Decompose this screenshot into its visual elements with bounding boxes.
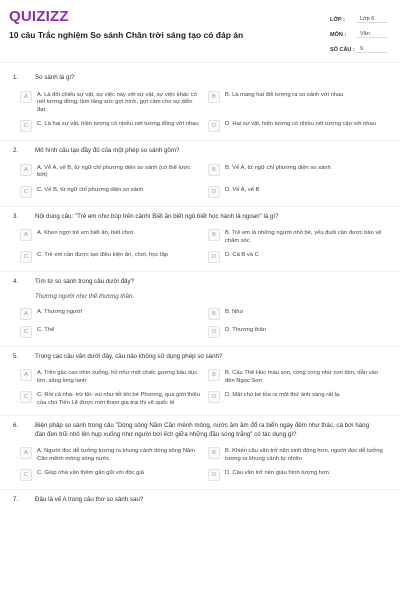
option-text: D. Cả B và C [225, 252, 259, 258]
answer-option[interactable] [20, 251, 200, 263]
option-letter-badge: D [208, 391, 220, 403]
meta-subject-label: MÔN : [330, 31, 347, 38]
question-block [0, 353, 400, 417]
option-text: C. Giúp nhà văn thêm gần gũi với độc giả [37, 470, 144, 476]
option-text: A. Là đối chiếu sự vật, sự việc này với sự vật, sự việc khác có nét tương đồng, làm tăng sức gợi hình, gợi cảm cho sự diễn đạt [37, 91, 197, 113]
question-block [0, 496, 400, 505]
question-header [0, 422, 400, 439]
question-number: 4. [13, 278, 19, 285]
page-header [0, 0, 400, 63]
answer-option[interactable] [20, 326, 200, 338]
question-header [0, 74, 400, 83]
option-text: C. Rồi cả nhà- trừ tôi- vui như tết khi bé Phương, qua giới thiệu của chú Tiến Lê được mời tham gia trại thi vẽ quốc tế [37, 392, 200, 406]
question-number: 7. [13, 496, 19, 503]
question-divider [0, 346, 400, 347]
meta-subject [330, 27, 388, 42]
page-title: 10 câu Trắc nghiệm So sánh Chân trời sáng tạo có đáp án [9, 30, 244, 40]
option-letter-badge: A [20, 447, 32, 459]
question-text: Đâu là vế A trong câu thơ so sánh sau? [35, 496, 144, 503]
answer-option[interactable] [20, 369, 200, 385]
question-divider [0, 271, 400, 272]
question-block [0, 213, 400, 273]
quizizz-logo: QUIZIZZ [9, 8, 69, 25]
option-letter-badge: A [20, 369, 32, 381]
option-letter-badge: B [208, 229, 220, 241]
answer-option[interactable] [208, 120, 388, 132]
meta-count-value: 9 [356, 46, 388, 53]
meta-count [330, 42, 388, 57]
question-text: Nội dung câu: "Trẻ em như búp trên cành/ Biết ăn biết ngủ biết học hành là ngoan" là gì? [35, 212, 279, 220]
option-letter-badge: C [20, 391, 32, 403]
answer-option[interactable] [20, 120, 200, 132]
question-number: 1. [13, 74, 19, 81]
question-text: So sánh là gì? [35, 74, 75, 81]
option-letter-badge: C [20, 326, 32, 338]
answer-option[interactable] [208, 391, 388, 407]
option-text: D. Hai sự vật, hiện tượng có nhiều nét tương cận với nhau [225, 121, 376, 127]
question-text: Tìm từ so sánh trong câu dưới đây? [35, 278, 135, 285]
answer-option[interactable] [208, 186, 388, 198]
question-divider [0, 206, 400, 207]
question-divider [0, 415, 400, 416]
option-text: B. Trẻ em là những người nhỏ bé, yếu đuối cần được bảo vệ chăm sóc [225, 230, 382, 244]
option-text: B. Vế A, từ ngữ chỉ phương diện so sánh [225, 164, 331, 171]
answer-option[interactable] [20, 308, 200, 320]
answer-option[interactable] [208, 326, 388, 338]
option-letter-badge: B [208, 91, 220, 103]
question-number: 3. [13, 212, 19, 220]
option-text: B. Là mang hai đối tượng ra so sánh với nhau [225, 91, 344, 98]
option-text: A. Người đọc dễ tưởng tượng ra khung cảnh dòng sông Năm Căn mênh mông sóng nước [37, 448, 196, 462]
option-letter-badge: B [208, 369, 220, 381]
question-divider [0, 489, 400, 490]
option-letter-badge: D [208, 251, 220, 263]
option-text: A. Trên gác cao nhìn xuống, hồ như một chiếc gương bầu dục lớn, sáng long lanh [37, 370, 198, 384]
option-text: A. Vế A, vế B, từ ngữ chỉ phương diện so sánh (có thể lược bớt) [37, 164, 191, 178]
question-block [0, 147, 400, 207]
option-letter-badge: B [208, 308, 220, 320]
option-letter-badge: C [20, 251, 32, 263]
answer-option[interactable] [208, 251, 388, 263]
answer-option[interactable] [208, 164, 388, 180]
meta-grade-label: LỚP : [330, 16, 345, 23]
meta-count-label: SỐ CÂU : [330, 46, 355, 53]
question-number: 6. [13, 422, 19, 429]
option-letter-badge: D [208, 469, 220, 481]
answer-option[interactable] [20, 391, 200, 407]
option-text: C. Trẻ em cần được tạo điều kiện ăn, chơi, học tập [37, 252, 169, 258]
option-text: C. Thể [37, 326, 55, 333]
answer-options [0, 164, 400, 198]
option-letter-badge: A [20, 308, 32, 320]
question-header [0, 213, 400, 222]
meta-grade-value: Lớp 6 [356, 16, 388, 23]
answer-option[interactable] [208, 447, 388, 463]
question-block [0, 74, 400, 141]
option-text: A. Thương người [37, 308, 82, 315]
answer-option[interactable] [20, 447, 200, 463]
option-text: D. Câu văn trở nên giàu hình tượng hơn. [225, 470, 331, 476]
question-quote: Thương người như thể thương thân. [35, 292, 135, 300]
option-letter-badge: A [20, 91, 32, 103]
answer-options [0, 308, 400, 338]
answer-option[interactable] [208, 469, 388, 481]
question-header [0, 353, 400, 362]
question-divider [0, 140, 400, 141]
answer-option[interactable] [208, 308, 388, 320]
option-letter-badge: B [208, 164, 220, 176]
option-letter-badge: B [208, 447, 220, 459]
quiz-meta [330, 12, 388, 57]
answer-option[interactable] [20, 91, 200, 115]
option-letter-badge: A [20, 229, 32, 241]
option-text: C. Vế B, từ ngữ chỉ phương diện so sánh [37, 186, 144, 193]
option-text: D. Mặt chú bé tỏa ra một thứ ánh sáng rất lạ. [225, 392, 341, 398]
question-block [0, 278, 400, 347]
option-letter-badge: A [20, 164, 32, 176]
question-text: Mô hình cấu tạo đầy đủ của một phép so sánh gồm? [35, 147, 180, 154]
option-letter-badge: C [20, 186, 32, 198]
option-letter-badge: D [208, 326, 220, 338]
question-text: Biện pháp so sánh trong câu "Dòng sông Năm Căn mênh mông, nước ầm ầm đổ ra biển ngày đêm như thác, cá bơi hàng đàn đen trũi nhô lên hụp xuống như người bơi ếch giữa những đầu sóng trắng" có tác dụng gì? [35, 422, 370, 438]
option-text: C. Là hai sự vật, hiện tượng có nhiều nét tương đồng với nhau [37, 121, 199, 127]
option-text: D. Thương thân [225, 326, 267, 333]
option-text: B. Khiến câu văn trở nên sinh động hơn, người đọc dễ tưởng tượng ra khung cảnh tự nhiên [225, 448, 383, 462]
answer-options [0, 91, 400, 133]
question-number: 2. [13, 147, 19, 154]
answer-options [0, 369, 400, 407]
answer-option[interactable] [208, 369, 388, 385]
meta-subject-value: Văn [356, 31, 388, 38]
option-letter-badge: C [20, 120, 32, 132]
answer-option[interactable] [20, 186, 200, 198]
answer-option[interactable] [208, 91, 388, 115]
answer-option[interactable] [20, 469, 200, 481]
question-block [0, 422, 400, 490]
answer-option[interactable] [208, 229, 388, 245]
question-header [0, 496, 400, 505]
option-text: B. Như [225, 308, 244, 315]
answer-options [0, 229, 400, 263]
option-text: A. Khen ngợi trẻ em biết ăn, biết chơi [37, 230, 134, 236]
answer-options [0, 447, 400, 481]
answer-option[interactable] [20, 229, 200, 245]
option-letter-badge: D [208, 120, 220, 132]
question-list [0, 74, 400, 511]
meta-grade [330, 12, 388, 27]
option-text: B. Cầu Thê Húc màu son, cong cong như con tôm, dẫn vào đền Ngọc Sơn [225, 370, 378, 384]
option-letter-badge: D [208, 186, 220, 198]
question-number: 5. [13, 352, 19, 360]
question-header [0, 278, 400, 287]
option-text: D. Vế A, vế B [225, 186, 260, 193]
question-text: Trong các câu văn dưới đây, câu nào không sử dụng phép so sánh? [35, 352, 223, 360]
answer-option[interactable] [20, 164, 200, 180]
option-letter-badge: C [20, 469, 32, 481]
question-header [0, 147, 400, 156]
